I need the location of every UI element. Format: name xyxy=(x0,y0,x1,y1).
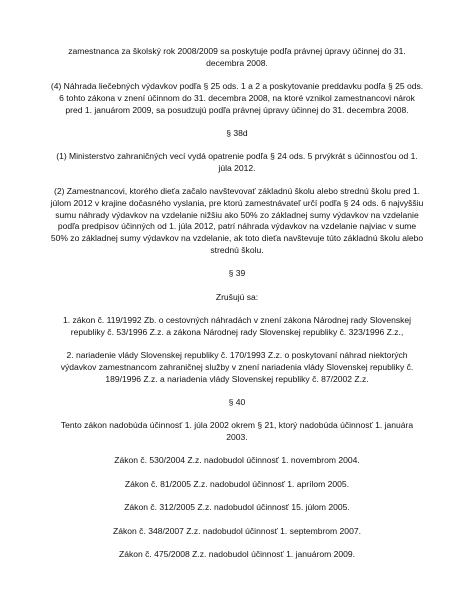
repeal-intro: Zrušujú sa: xyxy=(215,291,259,302)
amendment-348-2007: Zákon č. 348/2007 Z.z. nadobudol účinnosť 1. septembrom 2007. xyxy=(113,525,361,536)
paragraph-38d-1: (1) Ministerstvo zahraničných vecí vydá opatrenie podľa § 24 ods. 5 prvýkrát s účinnosťou od 1. júla 2012. xyxy=(56,151,418,173)
paragraph-transitional-school-year: zamestnanca za školský rok 2008/2009 sa poskytuje podľa právnej úpravy účinnej do 31. decembra 2008. xyxy=(68,46,406,68)
amendment-81-2005: Zákon č. 81/2005 Z.z. nadobudol účinnosť 1. aprílom 2005. xyxy=(124,478,350,489)
effective-date-paragraph: Tento zákon nadobúda účinnosť 1. júla 2002 okrem § 21, ktorý nadobúda účinnosť 1. januára 2003. xyxy=(60,420,414,443)
section-heading-40: § 40 xyxy=(228,396,246,407)
section-heading-39: § 39 xyxy=(228,268,246,279)
paragraph-38d-2: (2) Zamestnancovi, ktorého dieťa začalo navštevovať základnú školu alebo strednú školu pred 1. júlom 2012 v krajine dočasného vyslania, pre ktorú zamestnávateľ určí podľa § 24 ods. 6 najvyššiu sumu náhrady výdavkov na vzdelanie nižšiu ako 50% zo základnej sumy výdavkov na vzdelanie podľa predpisov účinných od 1. júla 2012, patrí náhrada výdavkov na vzdelanie najviac v sume 50% zo základnej sumy výdavkov na vzdelanie, ak toto dieťa navštevuje túto základnú školu alebo strednú školu. xyxy=(50,186,424,255)
repeal-item-2: 2. nariadenie vlády Slovenskej republiky č. 170/1993 Z.z. o poskytovaní náhrad niektorých výdavkov zamestnancom zahraničnej služby v znení nariadenia vlády Slovenskej republiky č. 189/1996 Z.z. a nariadenia vlády Slovenskej republiky č. 87/2002 Z.z. xyxy=(60,350,414,384)
document-text xyxy=(50,46,424,572)
amendment-475-2008: Zákon č. 475/2008 Z.z. nadobudol účinnosť 1. januárom 2009. xyxy=(118,549,356,559)
amendment-530-2004: Zákon č. 530/2004 Z.z. nadobudol účinnosť 1. novembrom 2004. xyxy=(114,455,360,466)
section-heading-38d: § 38d xyxy=(226,127,248,138)
amendment-312-2005: Zákon č. 312/2005 Z.z. nadobudol účinnosť 15. júlom 2005. xyxy=(124,502,350,513)
repeal-item-1: 1. zákon č. 119/1992 Zb. o cestovných náhradách v znení zákona Národnej rady Slovenskej republiky č. 53/1996 Z.z. a zákona Národnej rady Slovenskej republiky č. 323/1996 Z.z., xyxy=(62,315,412,337)
paragraph-4-medical-expenses: (4) Náhrada liečebných výdavkov podľa § 25 ods. 1 a 2 a poskytovanie preddavku podľa § 25 ods. 6 tohto zákona v znení účinnom do 31. decembra 2008, na ktoré vznikol zamestnancovi nárok pred 1. januárom 2009, sa posudzujú podľa právnej úpravy účinnej do 31. decembra 2008. xyxy=(50,81,424,115)
